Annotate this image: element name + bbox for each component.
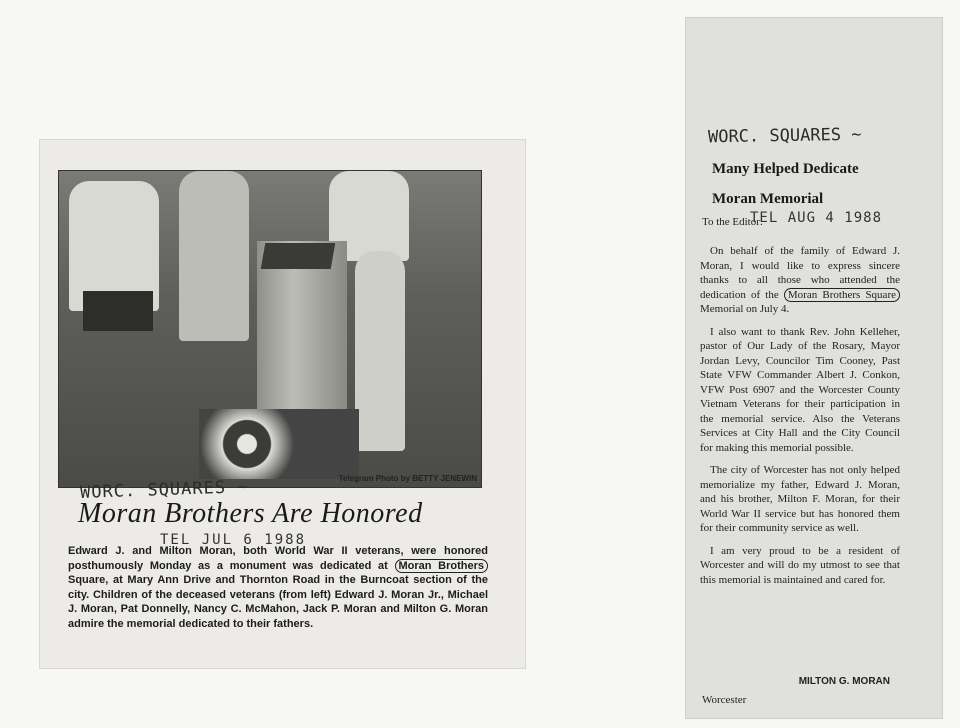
letter-paragraph: I am very proud to be a resident of Worcester and will do my utmost to see that this memorial is maintained and cared for. [700,544,900,586]
handwritten-label: WORC. SQUARES ~ [707,124,862,148]
letter-paragraph: I also want to thank Rev. John Kelleher, pastor of Our Lady of the Rosary, Mayor Jordan Levy, Councilor Tim Cooney, Past State VFW Commander Albert J. Conkon, VFW Post 6907 and the Worcester County Vietnam Veterans for their participation in the memorial service. Also the Veterans Services at City Hall and the City Council for making this memorial possible. [700,325,900,454]
title-line: Many Helped Dedicate [712,161,859,177]
letter-paragraph: The city of Worcester has not only helped memorialize my father, Edward J. Moran, and his brother, Milton F. Moran, for their World War II service but has honored them for their community service as well. [700,464,900,534]
caption-text: Edward J. and Milton Moran, both World War II veterans, were honored posthumously Monday as a monument was dedicated at [68,545,488,572]
letter-title [712,154,932,214]
monument-photo [58,170,482,488]
flowers [199,409,359,479]
person-figure [179,171,249,341]
handwritten-date: TEL JUL 6 1988 [160,532,307,548]
right-newspaper-clipping [686,18,942,718]
signature: MILTON G. MORAN [798,676,890,687]
circled-square-name: Moran Brothers Square [784,288,900,302]
signature-city: Worcester [702,694,747,706]
handwritten-date: TEL AUG 4 1988 [750,210,883,226]
salutation: To the Editor: [702,216,763,228]
paragraph-text: On behalf of the family of Edward J. Moran, I would like to express sincere thanks to all those who attended the dedication of the [700,245,900,301]
paragraph-text: Memorial on July 4. [700,303,790,315]
title-line: Moran Memorial [712,191,824,207]
photo-caption [68,544,488,631]
letter-body [700,244,900,595]
headline: Moran Brothers Are Honored [78,498,423,529]
person-legs [355,251,405,451]
left-newspaper-clipping [40,140,525,668]
memorial-plaque [261,243,336,269]
caption-text: Square, at Mary Ann Drive and Thornton Road in the Burncoat section of the city. Children of the deceased veterans (from left) Edward J. Moran Jr., Michael J. Moran, Pat Donnelly, Nancy C. McMahon, Jack P. Moran and Milton G. Moran admire the memorial dedicated to their fathers. [68,574,488,630]
letter-paragraph [700,244,900,317]
handwritten-label: WORC. SQUARES ~ [79,477,249,503]
photo-credit: Telegram Photo by BETTY JENEWIN [338,474,477,483]
person-shorts [83,291,153,331]
circled-square-name: Moran Brothers [395,559,489,573]
